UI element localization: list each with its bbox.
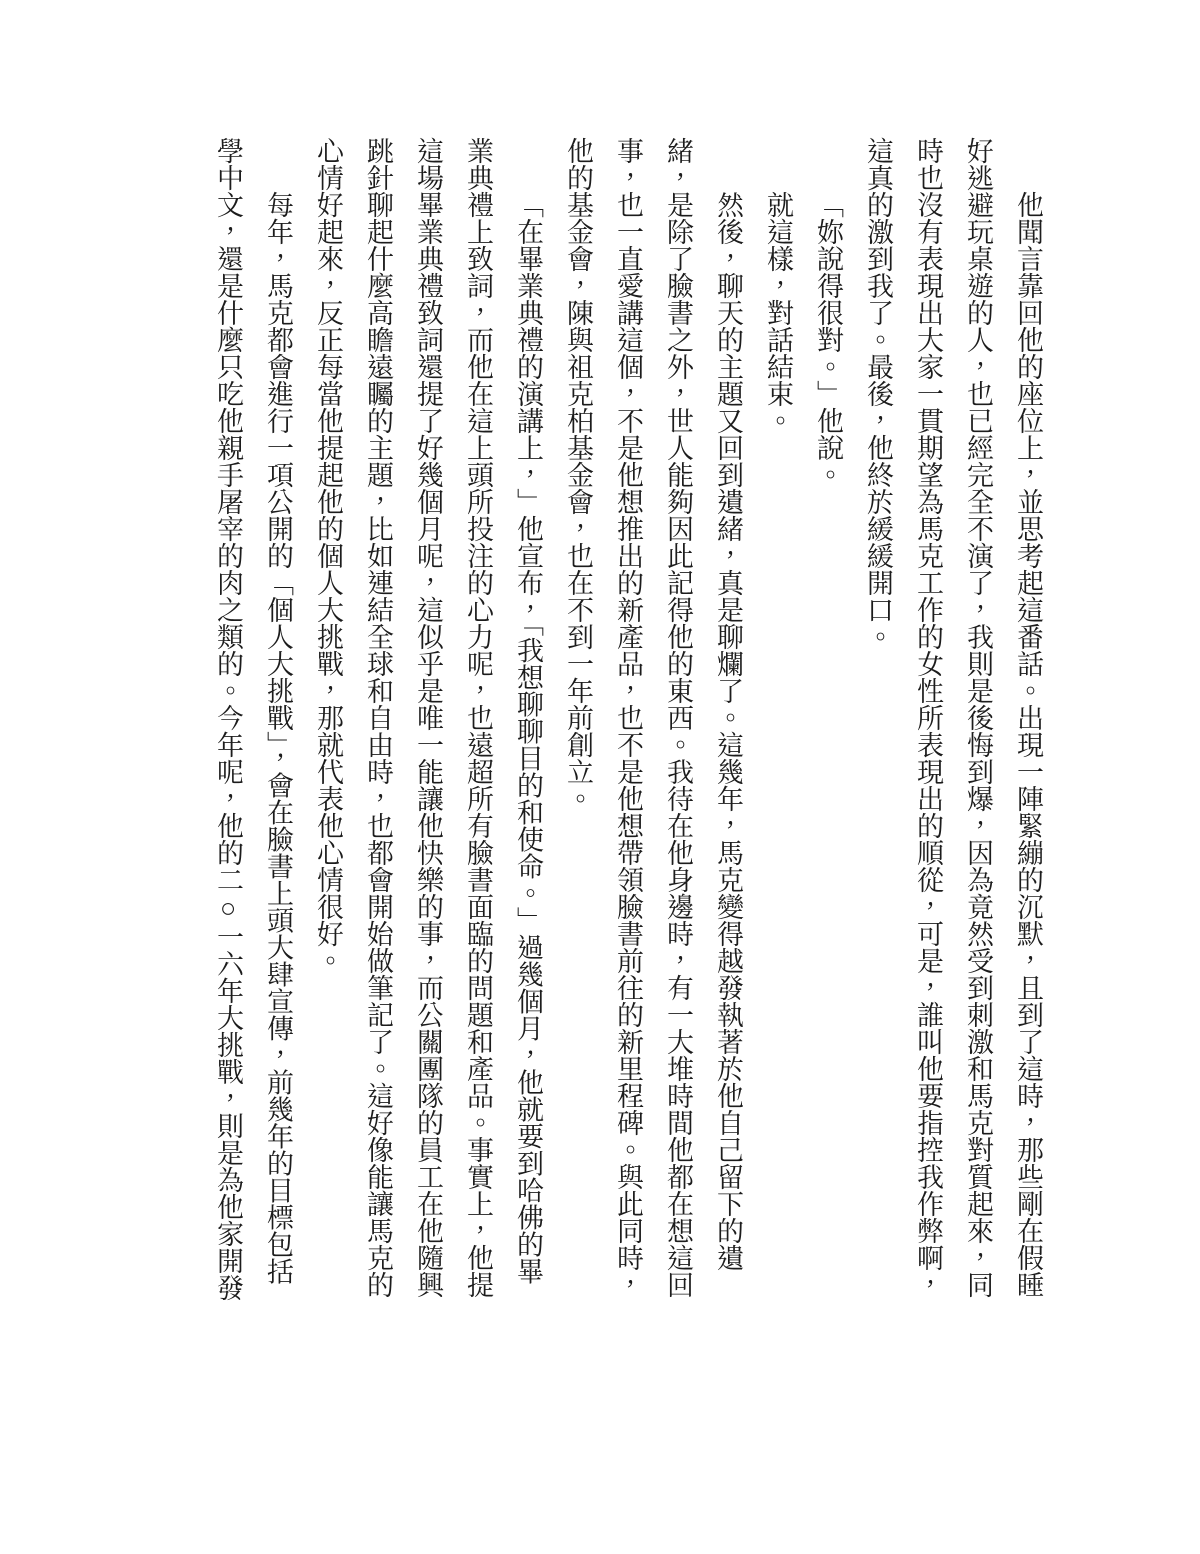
paragraph: 每年，馬克都會進行一項公開的「個人大挑戰」，會在臉書上頭大肆宣傳，前幾年的目標包括學中文，還是什麼只吃他親手屠宰的肉之類的。今年呢，他的二○一六年大挑戰，則是為他家開發 bbox=[213, 137, 293, 1301]
paragraph: 然後，聊天的主題又回到遺緒，真是聊爛了。這幾年，馬克變得越發執著於他自己留下的遺緒，是除了臉書之外，世人能夠因此記得他的東西。我待在他身邊時，有一大堆時間他都在想這回事，也一直愛講這個，不是他想推出的新產品，也不是他想帶領臉書前往的新里程碑。與此同時，他的基金會，陳與祖克柏基金會，也在不到一年前創立。 bbox=[563, 137, 743, 1298]
paragraph: 「在畢業典禮的演講上，」他宣布，「我想聊聊目的和使命。」過幾個月，他就要到哈佛的畢業典禮上致詞，而他在這上頭所投注的心力呢，也遠超所有臉書面臨的問題和產品。事實上，他提這場畢業典禮致詞還提了好幾個月呢，這似乎是唯一能讓他快樂的事，而公關團隊的員工在他隨興跳針聊起什麼高瞻遠矚的主題，比如連結全球和自由時，也都會開始做筆記了。這好像能讓馬克的心情好起來，反正每當他提起他的個人大挑戰，那就代表他心情很好。 bbox=[313, 137, 543, 1298]
paragraph: 就這樣，對話結束。 bbox=[763, 191, 793, 434]
vertical-text-block bbox=[203, 137, 1053, 1301]
paragraph: 「妳說得很對。」他說。 bbox=[813, 191, 843, 488]
paragraph: 他聞言靠回他的座位上，並思考起這番話。出現一陣緊繃的沉默，且到了這時，那些剛在假睡好逃避玩桌遊的人，也已經完全不演了，我則是後悔到爆，因為竟然受到刺激和馬克對質起來，同時也沒有表現出大家一貫期望為馬克工作的女性所表現出的順從，可是，誰叫他要指控我作弊啊，這真的激到我了。最後，他終於緩緩開口。 bbox=[863, 137, 1043, 1298]
